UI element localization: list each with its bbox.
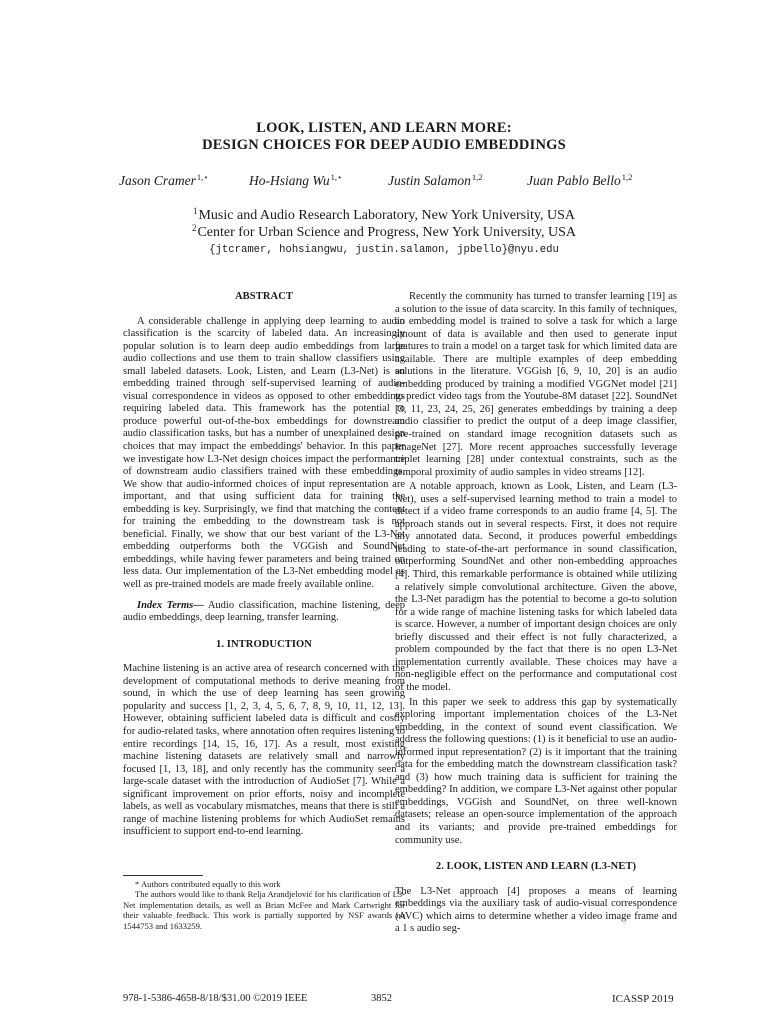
footnotes: [123, 875, 405, 931]
abstract-text: A considerable challenge in applying deep learning to audio classification is the scarcity of labeled data. An increasingly popular solution is to learn deep audio embeddings from large audio collections and use them to train shallow classifiers using small labeled datasets. Look, Listen, and Learn (L3-Net) is an embedding trained through self-supervised learning of audio-visual correspondence in videos as opposed to other embeddings requiring labeled data. This framework has the potential to produce powerful out-of-the-box embeddings for downstream audio classification tasks, but has a number of unexplained design choices that may impact the embeddings' behavior. In this paper we investigate how L3-Net design choices impact the performance of downstream audio classifiers trained with these embeddings. We show that audio-informed choices of input representation are important, and that using sufficient data for training the embedding is key. Surprisingly, we find that matching the content for training the embedding to the downstream task is not beneficial. Finally, we show that our best variant of the L3-Net embedding outperforms both the VGGish and SoundNet embeddings, while having fewer parameters and being trained on less data. Our implementation of the L3-Net embedding model as well as pre-trained models are made freely available online.: [123, 315, 405, 591]
author: Justin Salamon$^{1,2}$: [388, 172, 483, 188]
paper-title-line-1: LOOK, LISTEN, AND LEARN MORE:: [256, 120, 512, 136]
footer-page-number: 3852: [371, 993, 392, 1004]
index-terms: Index Terms— Audio classification, machine listening, deep audio embeddings, deep learning, transfer learning.: [123, 599, 405, 624]
body-paragraph: A notable approach, known as Look, Listen, and Learn (L3-Net), uses a self-supervised learning method to train a model to detect if a video frame corresponds to an audio frame [4, 5]. The approach stands out in several respects. First, it does not require any annotated data. Second, it produces powerful embeddings leading to state-of-the-art performance in sound classification, outperforming SoundNet and other non-embedding approaches [4]. Third, this remarkable performance is obtained while utilizing a relatively simple convolutional architecture. Given the above, the L3-Net paradigm has the potential to become a go-to solution for a wide range of machine listening tasks for which labeled data is scarce. However, a number of important design choices are only briefly discussed and their effect is not fully characterized, a problem compounded by the fact that there is no open L3-Net implementation currently available. These choices may have a non-negligible effect on the performance and computational cost of the model.: [395, 481, 677, 693]
author: Jason Cramer$^{1,⋆}$: [119, 172, 209, 188]
author: Juan Pablo Bello$^{1,2}$: [527, 172, 633, 188]
affiliation: $^2$Center for Urban Science and Progress, New York University, USA: [191, 223, 577, 240]
body-paragraph: The L3-Net approach [4] proposes a means of learning embeddings via the auxiliary task of audio-visual correspondence (AVC) which aims to determine whether a video image frame and a 1 s audio seg-: [395, 885, 677, 935]
paper-title-line-2: DESIGN CHOICES FOR DEEP AUDIO EMBEDDINGS: [202, 137, 566, 153]
body-paragraph: Recently the community has turned to transfer learning [19] as a solution to the issue of data scarcity. In this family of techniques, an embedding model is trained to solve a task for which a large amount of data is available and then used to generate input features to train a model on a target task for which limited data are available. There are multiple examples of deep embedding solutions in the literature. VGGish [6, 9, 10, 20] is an audio embedding produced by training a modified VGGNet model [21] to predict video tags from the Youtube-8M dataset [22]. SoundNet [3, 11, 23, 24, 25, 26] generates embeddings by training a deep audio classifier to predict the output of a deep image classifier, pre-trained on standard image recognition datasets such as ImageNet [27]. More recent approaches successfully leverage triplet learning [28] under contextual constraints, such as the temporal proximity of audio samples in video streams [12].: [395, 291, 677, 478]
right-column: [395, 291, 677, 938]
footer-isbn: 978-1-5386-4658-8/18/$31.00 ©2019 IEEE: [123, 993, 308, 1004]
footnote-rule: [123, 875, 203, 876]
introduction-heading: 1. INTRODUCTION: [215, 638, 312, 650]
author-emails: {jtcramer, hohsiangwu, justin.salamon, jpbello}@nyu.edu: [209, 244, 559, 256]
author: Ho-Hsiang $Wu^{1,⋆}$: [249, 172, 343, 188]
section-2-heading: 2. LOOK, LISTEN AND LEARN (L3-NET): [435, 861, 637, 873]
author-list: [0, 172, 768, 190]
index-terms-label: Index Terms—: [137, 599, 204, 611]
left-column: [123, 291, 405, 841]
abstract-heading: ABSTRACT: [235, 291, 293, 302]
body-paragraph: In this paper we seek to address this gap by systematically exploring important implementation choices of the L3-Net embedding, in the context of sound event classification. We address the following questions: (1) is it beneficial to use an audio-informed input representation? (2) is it important that the training data for the embedding match the downstream classification task? and (3) how much training data is sufficient for training the embedding? In addition, we compare L3-Net against other popular embeddings, VGGish and SoundNet, on three well-known datasets; release an open-source implementation of the approach and its variants; and provide pre-trained embeddings for community use.: [395, 696, 677, 846]
footer-conference: ICASSP 2019: [612, 993, 674, 1005]
footnote-acknowledgements: The authors would like to thank Relja Arandjelović for his clarification of L3-Net implementation details, as well as Brian McFee and Mark Cartwright for their valuable feedback. This work is partially supported by NSF awards no 1544753 and 1633259.: [123, 889, 405, 931]
footnote-equal-contribution: * Authors contributed equally to this work: [135, 879, 281, 889]
affiliation: $^1$Music and Audio Research Laboratory, New York University, USA: [192, 206, 576, 223]
introduction-paragraph: Machine listening is an active area of research concerned with the development of computational methods to derive meaning from sound, in which the use of deep learning has seen growing popularity and success [1, 2, 3, 4, 5, 6, 7, 8, 9, 10, 11, 12, 13]. However, obtaining sufficient labeled data is difficult and costly for audio-related tasks, where annotation often requires listening to entire recordings [14, 15, 16, 17]. As a result, most existing machine listening datasets are relatively small and narrowly focused [1, 13, 18], and only recently has the community seen a large-scale dataset with the introduction of AudioSet [7]. While a significant improvement on prior efforts, noisy and incomplete labels, as well as vocabulary mismatches, means that there is still a range of machine listening problems for which AudioSet remains insufficient to support end-to-end learning.: [123, 663, 405, 838]
